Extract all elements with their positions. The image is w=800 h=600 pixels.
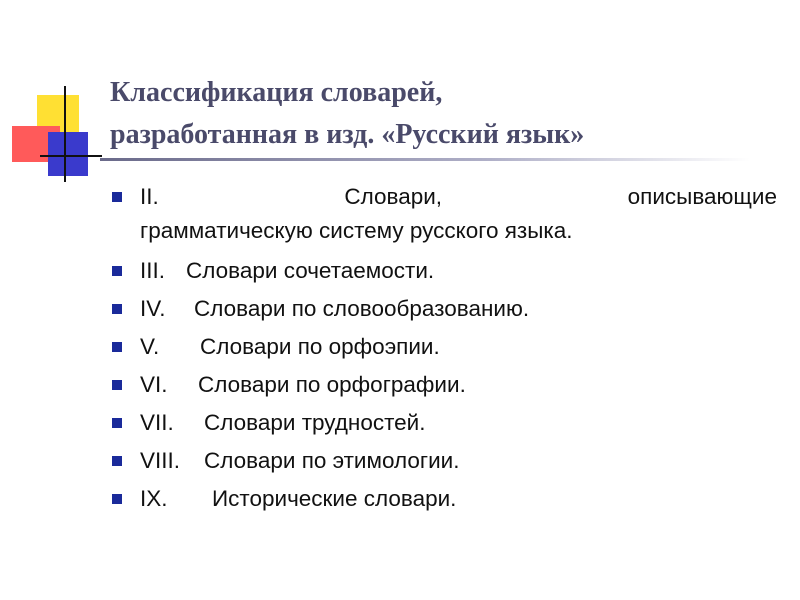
item-number: III. — [140, 258, 166, 283]
item-number: V. — [140, 334, 160, 359]
square-bullet-icon — [112, 342, 122, 352]
list-item — [112, 180, 777, 248]
deco-vertical-line — [64, 86, 66, 182]
list-item — [112, 252, 777, 290]
item-text: Словари по орфографии. — [198, 372, 466, 397]
item-number: II. — [140, 184, 159, 209]
title-line-1: Классификация словарей, — [110, 77, 443, 108]
item-text: Словари по словообразованию. — [194, 296, 530, 321]
item-text: Словари по этимологии. — [204, 448, 460, 473]
first-item-line2: грамматическую систему русского языка. — [140, 218, 573, 243]
list-item — [112, 442, 777, 480]
square-bullet-icon — [112, 418, 122, 428]
item-text: Словари сочетаемости. — [186, 258, 435, 283]
square-bullet-icon — [112, 494, 122, 504]
list-item — [112, 480, 777, 518]
deco-blue-square — [48, 132, 88, 176]
square-bullet-icon — [112, 380, 122, 390]
first-item-word1: Словари, — [344, 184, 443, 209]
item-text: Словари по орфоэпии. — [200, 334, 440, 359]
list-item — [112, 290, 777, 328]
first-item-word2: описывающие — [627, 184, 777, 209]
square-bullet-icon — [112, 304, 122, 314]
list-item — [112, 328, 777, 366]
slide-title — [110, 72, 770, 156]
list-item — [112, 366, 777, 404]
square-bullet-icon — [112, 456, 122, 466]
square-bullet-icon — [112, 192, 122, 202]
item-number: IX. — [140, 486, 168, 511]
item-number: VIII. — [140, 448, 181, 473]
title-line-2: разработанная в изд. «Русский язык» — [110, 119, 585, 150]
list-item — [112, 404, 777, 442]
item-number: IV. — [140, 296, 166, 321]
item-number: VII. — [140, 410, 174, 435]
item-text: Исторические словари. — [212, 486, 457, 511]
item-text: Словари трудностей. — [204, 410, 426, 435]
first-item-line1 — [140, 180, 777, 214]
dictionary-list — [112, 180, 777, 518]
item-number: VI. — [140, 372, 168, 397]
title-underline — [100, 158, 750, 161]
deco-horizontal-line — [40, 155, 102, 157]
square-bullet-icon — [112, 266, 122, 276]
